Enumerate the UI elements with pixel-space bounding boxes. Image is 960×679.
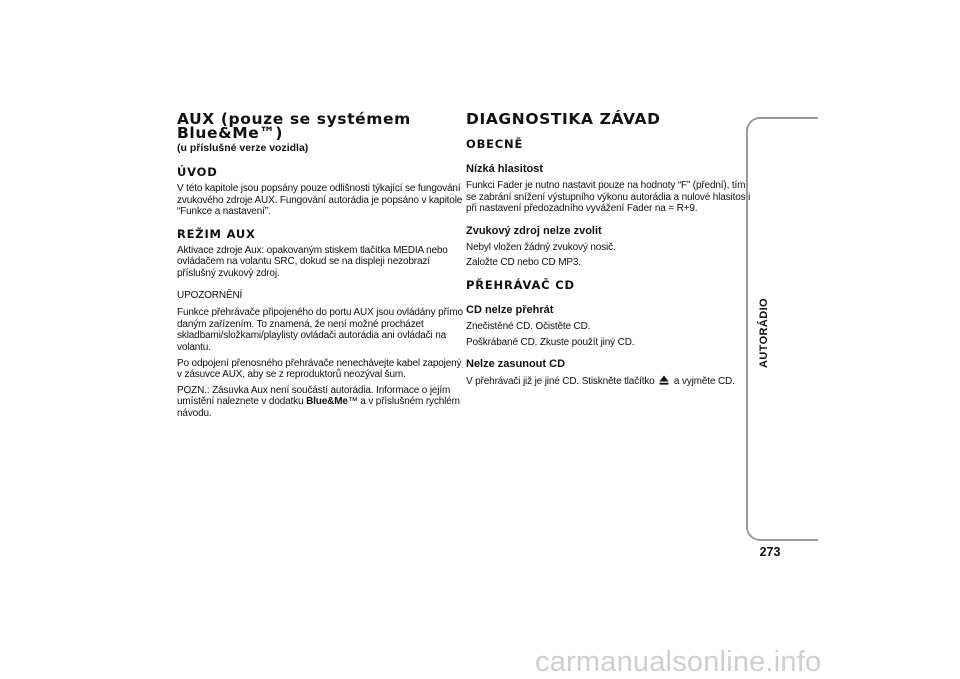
nizka-hlasitost-text: Funkci Fader je nutno nastavit pouze na hodnoty “F” (přední), tím se zabrání snížení výstupního výkonu autorádia a nulové hlasitosti při nastavení předozadního vyvážení Fader na = R+9.	[466, 180, 751, 215]
aux-title-line1: AUX (pouze se systémem	[177, 110, 411, 128]
obecne-heading: OBECNĚ	[466, 137, 524, 151]
page-number: 273	[759, 545, 781, 559]
zvukovy-zdroj-text-1: Nebyl vložen žádný zvukový nosič.	[466, 241, 616, 253]
aux-subtitle: (u příslušné verze vozidla)	[177, 142, 309, 154]
zvukovy-zdroj-heading: Zvukový zdroj nelze zvolit	[466, 224, 602, 237]
pozn-text-after: ™ a v příslušném rychlém návodu.	[177, 396, 460, 419]
pozn-bold: Blue&Me	[306, 396, 348, 408]
zvukovy-zdroj-text-2: Založte CD nebo CD MP3.	[466, 257, 581, 269]
nelze-zasunout-text-after: a vyjměte CD.	[673, 376, 735, 388]
cd-nelze-prehrat-text-1: Znečistěné CD. Očistěte CD.	[466, 320, 591, 332]
cd-nelze-prehrat-text-2: Poškrábané CD. Zkuste použít jiný CD.	[466, 336, 635, 348]
uvod-heading: ÚVOD	[177, 165, 218, 179]
pozn-text	[177, 385, 467, 420]
section-tab-text: AUTORÁDIO	[758, 297, 771, 369]
aux-title-line2: Blue&Me™)	[177, 124, 284, 142]
right-column	[466, 112, 756, 388]
section-tab-label	[757, 298, 771, 368]
eject-icon	[659, 375, 669, 385]
cd-nelze-prehrat-heading: CD nelze přehrát	[466, 303, 554, 316]
pozn-text-before: POZN.: Zásuvka Aux není součástí autorádia. Informace o jejím umístění naleznete v dodatku	[177, 384, 451, 408]
rezim-aux-text: Aktivace zdroje Aux: opakovaným stiskem tlačítka MEDIA nebo ovládačem na volantu SRC, dokud se na displeji nezobrazí příslušný zvukový zdroj.	[177, 244, 448, 279]
nelze-zasunout-text	[466, 375, 756, 388]
nizka-hlasitost-heading: Nízká hlasitost	[466, 163, 544, 175]
warning-text-2: Po odpojení přenosného přehrávače nenechávejte kabel zapojený v zásuvce AUX, aby se z reproduktorů neozýval šum.	[177, 357, 462, 381]
left-column	[177, 112, 467, 420]
upozorneni-label: UPOZORNĚNÍ	[177, 289, 243, 301]
diagnostika-title: DIAGNOSTIKA ZÁVAD	[466, 110, 661, 128]
watermark: carmanualsonline.info	[535, 646, 822, 678]
nelze-zasunout-text-before: V přehrávači již je jiné CD. Stiskněte tlačítko	[466, 376, 655, 388]
prehravac-cd-heading: PŘEHRÁVAČ CD	[466, 277, 575, 292]
rezim-aux-heading: REŽIM AUX	[177, 226, 256, 241]
warning-text-1: Funkce přehrávače připojeného do portu AUX jsou ovládány přímo daným zařízením. To znamená, že není možné procházet skladbami/složkami/playlisty ovládači autorádia ani ovládači na volantu.	[177, 307, 463, 353]
uvod-text: V této kapitole jsou popsány pouze odlišnosti týkající se fungování zvukového zdroje AUX. Fungování autorádia je popsáno v kapitole “Funkce a nastavení”.	[177, 183, 463, 218]
nelze-zasunout-heading: Nelze zasunout CD	[466, 358, 566, 371]
